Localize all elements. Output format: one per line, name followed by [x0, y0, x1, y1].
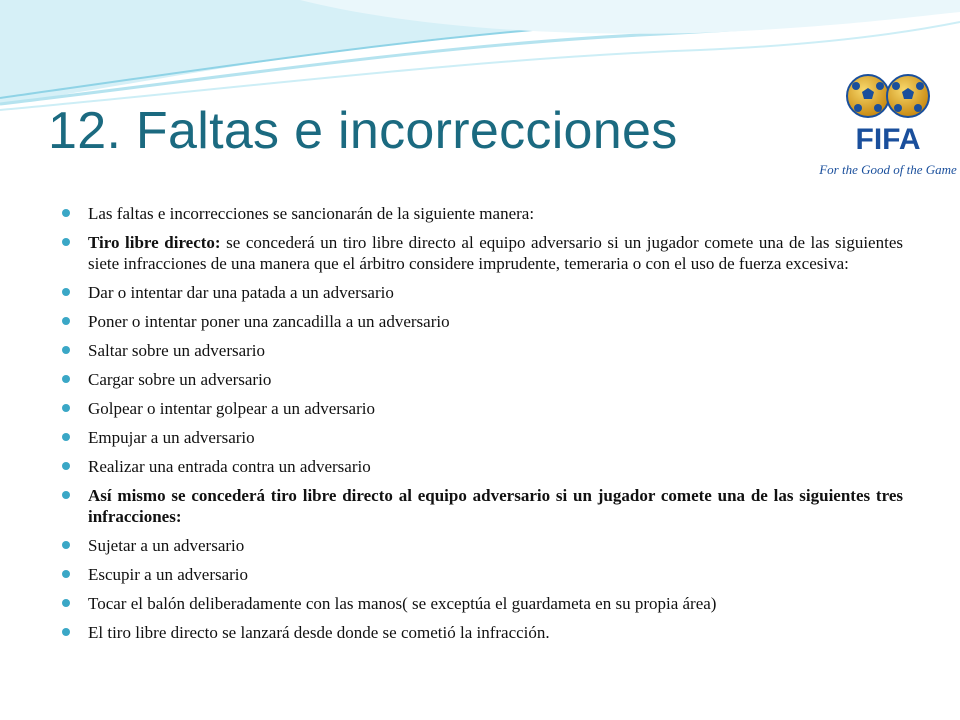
bullet-item [60, 456, 903, 477]
bullet-dot-icon [62, 317, 70, 325]
bullet-text: Las faltas e incorrecciones se sancionarán de la siguiente manera: [88, 204, 535, 223]
bullet-dot-icon [62, 404, 70, 412]
bullet-text: Golpear o intentar golpear a un adversario [88, 399, 375, 418]
bullet-text: Realizar una entrada contra un adversario [88, 457, 371, 476]
bullet-item [60, 369, 903, 390]
bullet-dot-icon [62, 433, 70, 441]
bullet-dot-icon [62, 375, 70, 383]
bullet-item [60, 485, 903, 527]
bullet-item [60, 311, 903, 332]
bullet-text: Poner o intentar poner una zancadilla a un adversario [88, 312, 450, 331]
bullet-dot-icon [62, 570, 70, 578]
slide-title: 12. Faltas e incorrecciones [48, 102, 678, 160]
bullet-bold-text: Así mismo se concederá tiro libre directo al equipo adversario si un jugador comete una de las siguientes tres infracciones: [88, 486, 903, 526]
bullet-item [60, 282, 903, 303]
bullet-dot-icon [62, 346, 70, 354]
bullet-item [60, 203, 903, 224]
fifa-logo-icon [818, 70, 958, 182]
bullet-dot-icon [62, 541, 70, 549]
bullet-dot-icon [62, 238, 70, 246]
bullet-bold-text: Tiro libre directo: [88, 233, 221, 252]
bullet-text: Saltar sobre un adversario [88, 341, 266, 360]
bullet-dot-icon [62, 209, 70, 217]
bullet-text: Sujetar a un adversario [88, 536, 245, 555]
bullet-dot-icon [62, 491, 70, 499]
bullet-text: Escupir a un adversario [88, 565, 249, 584]
bullet-text: Cargar sobre un adversario [88, 370, 272, 389]
bullet-list [60, 203, 903, 651]
bullet-item [60, 340, 903, 361]
bullet-text: Empujar a un adversario [88, 428, 255, 447]
fifa-logo-tagline: For the Good of the Game [819, 162, 957, 177]
bullet-item [60, 398, 903, 419]
bullet-item [60, 427, 903, 448]
bullet-dot-icon [62, 462, 70, 470]
bullet-item [60, 564, 903, 585]
bullet-text: se concederá un tiro libre directo al equipo adversario si un jugador comete una de las siguientes siete infracciones de una manera que el árbitro considere imprudente, temeraria o con el uso de fuerza excesiva: [88, 233, 903, 273]
bullet-text: Dar o intentar dar una patada a un adversario [88, 283, 394, 302]
bullet-item [60, 593, 903, 614]
bullet-dot-icon [62, 628, 70, 636]
fifa-logo-text: FIFA [855, 123, 921, 156]
bullet-item [60, 535, 903, 556]
bullet-item [60, 232, 903, 274]
bullet-item [60, 622, 903, 643]
bullet-dot-icon [62, 599, 70, 607]
bullet-text: Tocar el balón deliberadamente con las manos( se exceptúa el guardameta en su propia área) [88, 594, 717, 613]
bullet-text: El tiro libre directo se lanzará desde donde se cometió la infracción. [88, 623, 550, 642]
bullet-dot-icon [62, 288, 70, 296]
